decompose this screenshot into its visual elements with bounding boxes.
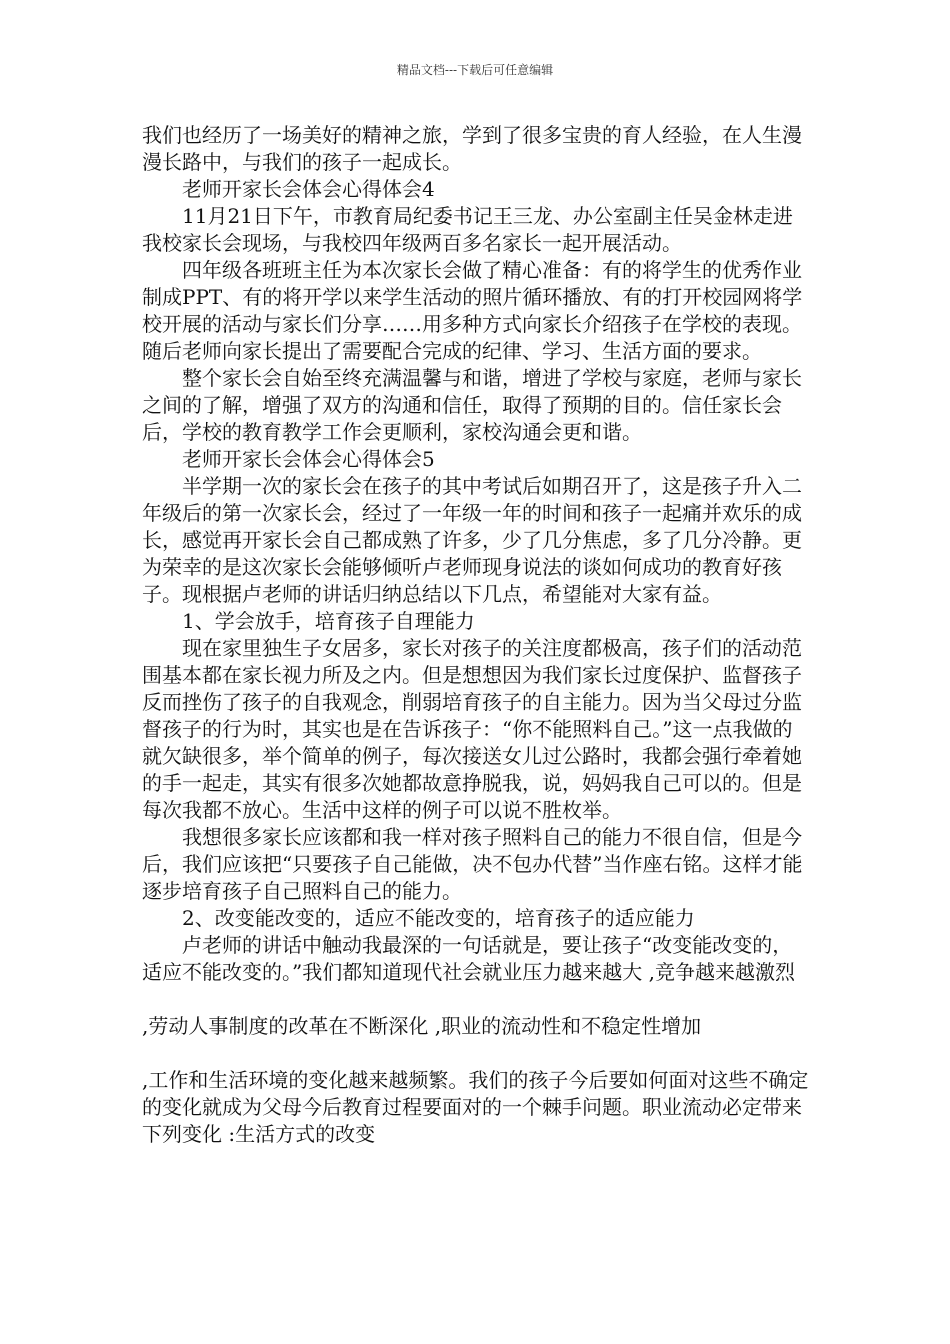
page-header: 精品文档---下载后可任意编辑 (396, 63, 554, 77)
paragraph: ,劳动人事制度的改革在不断深化 ,职业的流动性和不稳定性增加 (142, 1014, 702, 1038)
section-title: 老师开家长会体会心得体会5 (182, 447, 435, 471)
paragraph: 半学期一次的家长会在孩子的其中考试后如期召开了，这是孩子升入二年级后的第一次家长会，经过了一年级一年的时间和孩子一起痛并欢乐的成长，感觉再开家长会自己都成熟了许多，少了几分焦虑，多了几分冷静。更为荣幸的是这次家长会能够倾听卢老师现身说法的谈如何成功的教育好孩子。现根据卢老师的讲话归纳总结以下几点，希望能对大家有益。 (142, 474, 802, 606)
section-title: 老师开家长会体会心得体会4 (182, 177, 435, 201)
document-body (142, 122, 812, 1148)
paragraph: 四年级各班班主任为本次家长会做了精心准备：有的将学生的优秀作业制成PPT、有的将开学以来学生活动的照片循环播放、有的打开校园网将学校开展的活动与家长们分享……用多种方式向家长介绍孩子在学校的表现。随后老师向家长提出了需要配合完成的纪律、学习、生活方面的要求。 (142, 258, 803, 363)
paragraph: 我们也经历了一场美好的精神之旅，学到了很多宝贵的育人经验，在人生漫漫长路中，与我们的孩子一起成长。 (142, 123, 802, 174)
paragraph: 我想很多家长应该都和我一样对孩子照料自己的能力不很自信，但是今后，我们应该把“只要孩子自己能做，决不包办代替”当作座右铭。这样才能逐步培育孩子自己照料自己的能力。 (142, 825, 803, 903)
paragraph: 现在家里独生子女居多，家长对孩子的关注度都极高，孩子们的活动范围基本都在家长视力所及之内。但是想想因为我们家长过度保护、监督孩子反而挫伤了孩子的自我观念，削弱培育孩子的自主能力。因为当父母过分监督孩子的行为时，其实也是在告诉孩子：“你不能照料自己。”这一点我做的就欠缺很多，举个简单的例子，每次接送女儿过公路时，我都会强行牵着她的手一起走，其实有很多次她都故意挣脱我，说，妈妈我自己可以的。但是每次我都不放心。生活中这样的例子可以说不胜枚举。 (142, 636, 802, 822)
list-heading: 2、改变能改变的，适应不能改变的，培育孩子的适应能力 (182, 906, 695, 930)
paragraph: ,工作和生活环境的变化越来越频繁。我们的孩子今后要如何面对这些不确定的变化就成为父母今后教育过程要面对的一个棘手问题。职业流动必定带来下列变化 :生活方式的改变 (142, 1068, 809, 1146)
list-heading: 1、学会放手，培育孩子自理能力 (182, 609, 475, 633)
paragraph: 卢老师的讲话中触动我最深的一句话就是，要让孩子“改变能改变的，适应不能改变的。”我们都知道现代社会就业压力越来越大 ,竞争越来越激烈 (142, 933, 795, 984)
paragraph: 整个家长会自始至终充满温馨与和谐，增进了学校与家庭，老师与家长之间的了解，增强了双方的沟通和信任，取得了预期的目的。信任家长会后，学校的教育教学工作会更顺利，家校沟通会更和谐。 (142, 366, 802, 444)
paragraph: 11月21日下午，市教育局纪委书记王三龙、办公室副主任吴金林走进我校家长会现场，与我校四年级两百多名家长一起开展活动。 (142, 204, 793, 255)
